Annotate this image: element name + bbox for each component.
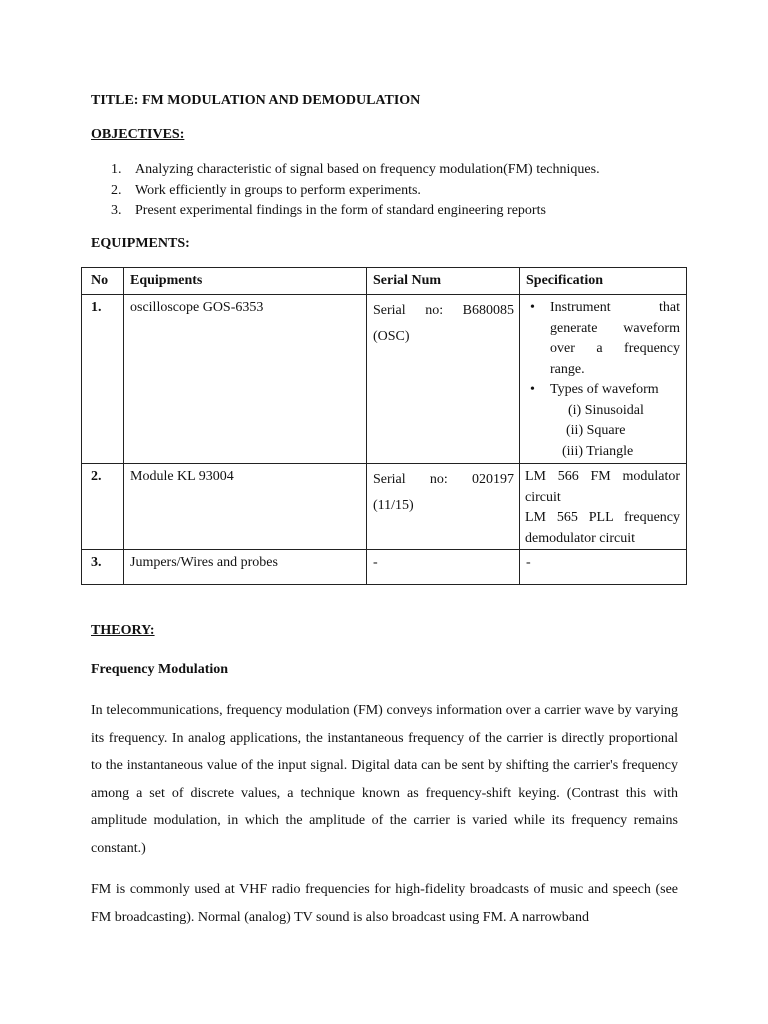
spec-sub-item: (ii) Square — [566, 423, 626, 438]
spec-sub-item: (i) Sinusoidal — [568, 402, 644, 418]
header-cell-serial — [367, 268, 520, 295]
cell-equipment — [124, 550, 367, 585]
header-label-specification: Specification — [526, 273, 603, 288]
cell-serial — [367, 550, 520, 585]
bullet-icon: • — [530, 382, 535, 397]
objective-item — [111, 181, 600, 202]
header-cell-specification — [520, 268, 687, 295]
table-row — [82, 464, 687, 550]
row-number: 2. — [91, 469, 102, 484]
spec-bullet-list — [520, 298, 680, 401]
cell-no — [82, 550, 124, 585]
objectives-heading: OBJECTIVES: — [91, 127, 185, 142]
row-number: 1. — [91, 300, 102, 315]
equipments-heading: EQUIPMENTS: — [91, 236, 190, 251]
serial-line: Serial no: B680085 — [373, 303, 514, 318]
header-cell-no — [82, 268, 124, 295]
cell-no — [82, 464, 124, 550]
objective-number: 2. — [111, 182, 122, 198]
objective-number: 3. — [111, 203, 122, 218]
cell-equipment — [124, 295, 367, 464]
cell-specification — [520, 550, 687, 585]
serial-line: (OSC) — [373, 329, 410, 344]
serial-line: (11/15) — [373, 498, 414, 513]
spec-text: LM 565 PLL frequency demodulator circuit — [525, 510, 680, 546]
objective-text: Analyzing characteristic of signal based on frequency modulation(FM) techniques. — [135, 162, 600, 177]
theory-paragraph: FM is commonly used at VHF radio frequencies for high-fidelity broadcasts of music and speech (see FM broadcasting). Normal (analog) TV sound is also broadcast using FM. A narrowband — [91, 882, 678, 925]
cell-serial — [367, 464, 520, 550]
specification-text — [520, 464, 686, 549]
spec-text: LM 566 FM modulator circuit — [525, 469, 680, 505]
specification-text: - — [526, 555, 531, 570]
serial-text: - — [373, 555, 378, 570]
table-header-row — [82, 268, 687, 295]
theory-subheading: Frequency Modulation — [91, 662, 229, 677]
objective-text: Present experimental findings in the form of standard engineering reports — [135, 203, 546, 218]
serial-text — [367, 464, 519, 519]
table-row — [82, 550, 687, 585]
table-row — [82, 295, 687, 464]
spec-bullet-item — [530, 298, 680, 380]
equipment-name: oscilloscope GOS-6353 — [130, 300, 264, 315]
cell-serial — [367, 295, 520, 464]
row-number: 3. — [91, 555, 102, 570]
equipment-name: Jumpers/Wires and probes — [130, 555, 278, 570]
theory-heading: THEORY: — [91, 623, 155, 638]
cell-no — [82, 295, 124, 464]
serial-text — [367, 295, 519, 350]
objective-text: Work efficiently in groups to perform experiments. — [135, 182, 421, 198]
specification-text — [520, 295, 686, 462]
spec-sub-item: (iii) Triangle — [562, 443, 634, 459]
spec-bullet-text: Instrument that generate waveform over a frequency range. — [550, 300, 680, 377]
spec-sub-list — [520, 401, 680, 463]
cell-specification — [520, 464, 687, 550]
equipment-name: Module KL 93004 — [130, 469, 234, 484]
objective-item — [111, 160, 600, 181]
header-label-no: No — [91, 273, 109, 288]
header-label-equipments: Equipments — [130, 273, 203, 288]
document-title: TITLE: FM MODULATION AND DEMODULATION — [91, 93, 421, 108]
spec-bullet-item — [530, 380, 680, 401]
serial-line: Serial no: 020197 — [373, 472, 514, 487]
spec-bullet-text: Types of waveform — [550, 382, 659, 397]
objective-item — [111, 201, 600, 222]
header-cell-equipments — [124, 268, 367, 295]
equipments-table — [81, 267, 687, 585]
objective-number: 1. — [111, 162, 122, 177]
cell-specification — [520, 295, 687, 464]
objectives-list — [111, 160, 600, 222]
bullet-icon: • — [530, 300, 535, 315]
theory-paragraph: In telecommunications, frequency modulation (FM) conveys information over a carrier wave by varying its frequency. In analog applications, the instantaneous frequency of the carrier is directly proportional to the instantaneous value of the input signal. Digital data can be sent by shifting the carrier's frequency among a set of discrete values, a technique known as frequency-shift keying. (Contrast this with amplitude modulation, in which the amplitude of the carrier is varied while its frequency remains constant.) — [91, 703, 678, 856]
cell-equipment — [124, 464, 367, 550]
header-label-serial: Serial Num — [373, 273, 442, 288]
